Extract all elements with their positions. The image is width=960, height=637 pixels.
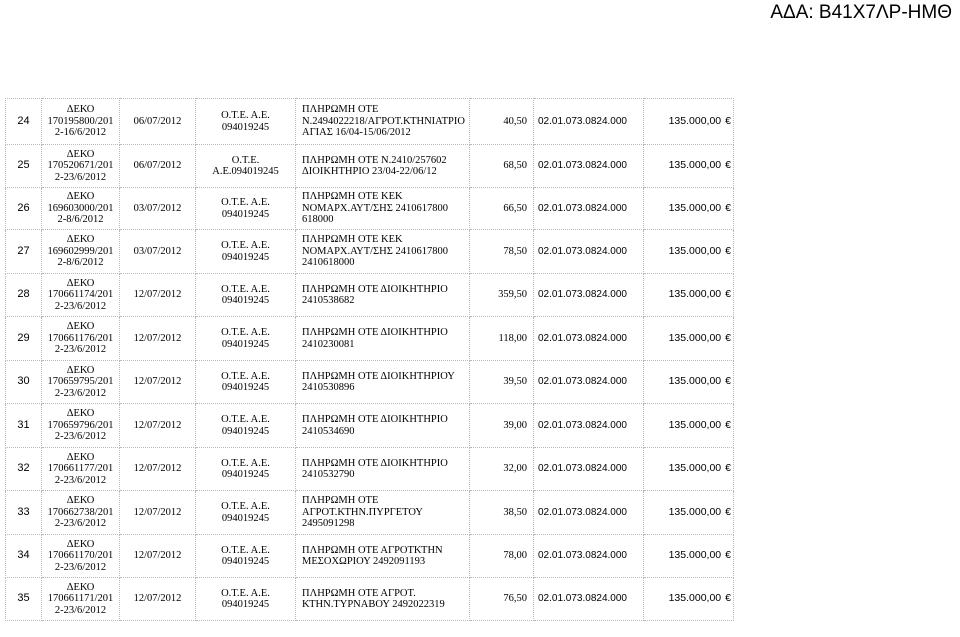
- total-value: 135.000,00: [668, 114, 722, 127]
- total-value: 135.000,00: [668, 592, 722, 605]
- budget-code-cell: [534, 448, 644, 491]
- date-value: 12/07/2012: [133, 332, 182, 344]
- reference-line: 2-23/6/2012: [54, 431, 107, 443]
- total-cell: [644, 317, 734, 361]
- amount-value: 38,50: [503, 506, 527, 518]
- description-cell: [296, 448, 470, 491]
- budget-code: 02.01.073.0824.000: [538, 115, 627, 127]
- description-line: ΠΛΗΡΩΜΗ ΟΤΕ ΔΙΟΙΚΗΤΗΡΙΟ: [302, 414, 448, 425]
- total-cell: [644, 404, 734, 448]
- payee-cell: [196, 448, 296, 491]
- description-line: ΠΛΗΡΩΜΗ ΟΤΕ ΑΓΡΟΤΚΤΗΝ: [302, 544, 443, 556]
- description-line: ΠΛΗΡΩΜΗ ΟΤΕ ΚΕΚ: [302, 191, 403, 203]
- table-row: [6, 145, 734, 188]
- euro-symbol: €: [725, 114, 731, 127]
- budget-code: 02.01.073.0824.000: [538, 332, 627, 344]
- amount-value: 118,00: [498, 332, 527, 344]
- reference-line: 170661176/201: [47, 332, 114, 344]
- euro-symbol: €: [725, 159, 731, 172]
- amount-cell: [470, 448, 534, 491]
- date-value: 12/07/2012: [133, 593, 182, 605]
- budget-code: 02.01.073.0824.000: [538, 593, 627, 605]
- description-line: ΠΛΗΡΩΜΗ ΟΤΕ ΔΙΟΙΚΗΤΗΡΙΟΥ: [302, 370, 455, 382]
- payee-line: Α.Ε.094019245: [212, 166, 279, 177]
- total-value: 135.000,00: [668, 418, 722, 431]
- payee-line: 094019245: [221, 599, 270, 610]
- reference-cell: [42, 274, 120, 317]
- amount-value: 359,50: [498, 289, 527, 301]
- description-line: ΚΤΗΝ.ΤΥΡΝΑΒΟΥ 2492022319: [302, 599, 445, 610]
- budget-code-cell: [534, 361, 644, 404]
- row-number: 26: [17, 201, 30, 214]
- payee-cell: [196, 230, 296, 274]
- table-row: [6, 535, 734, 578]
- amount-value: 78,50: [503, 245, 527, 257]
- reference-line: ΔΕΚΟ: [66, 581, 95, 593]
- amount-value: 32,00: [503, 463, 527, 475]
- amount-value: 40,50: [503, 115, 527, 127]
- payee-cell: [196, 404, 296, 448]
- reference-line: ΔΕΚΟ: [66, 277, 95, 289]
- reference-line: 170661174/201: [47, 289, 114, 301]
- reference-line: 169602999/201: [47, 245, 114, 257]
- row-number-cell: [6, 404, 42, 448]
- budget-code-cell: [534, 578, 644, 621]
- payee-line: 094019245: [221, 338, 270, 350]
- payee-line: 094019245: [221, 512, 270, 524]
- description-line: ΠΛΗΡΩΜΗ ΟΤΕ: [302, 495, 379, 507]
- description-cell: [296, 317, 470, 361]
- date-value: 12/07/2012: [133, 289, 182, 301]
- reference-cell: [42, 448, 120, 491]
- payee-line: Ο.Τ.Ε. Α.Ε.: [221, 457, 270, 469]
- euro-symbol: €: [725, 331, 731, 344]
- row-number-cell: [6, 361, 42, 404]
- table-row: [6, 99, 734, 145]
- amount-cell: [470, 230, 534, 274]
- row-number-cell: [6, 99, 42, 145]
- reference-line: 170661170/201: [47, 550, 114, 562]
- ada-code: ΑΔΑ: Β41Χ7ΛΡ-ΗΜΘ: [770, 2, 952, 23]
- date-cell: [120, 361, 196, 404]
- total-cell: [644, 230, 734, 274]
- reference-line: 2-23/6/2012: [54, 171, 107, 183]
- row-number: 28: [17, 288, 30, 301]
- amount-cell: [470, 404, 534, 448]
- budget-code: 02.01.073.0824.000: [538, 419, 627, 431]
- row-number: 34: [17, 549, 30, 562]
- reference-cell: [42, 361, 120, 404]
- payee-line: Ο.Τ.Ε. Α.Ε.: [221, 501, 270, 512]
- reference-line: 170661177/201: [47, 463, 114, 475]
- budget-code-cell: [534, 317, 644, 361]
- description-line: 2495091298: [302, 518, 355, 530]
- payee-cell: [196, 578, 296, 621]
- description-cell: [296, 404, 470, 448]
- row-number-cell: [6, 188, 42, 230]
- reference-line: 2-23/6/2012: [54, 604, 107, 616]
- description-line: ΜΕΣΟΧΩΡΙΟΥ 2492091193: [302, 556, 426, 567]
- reference-line: 170662738/201: [47, 506, 114, 518]
- budget-code: 02.01.073.0824.000: [538, 289, 627, 301]
- reference-line: 2-23/6/2012: [54, 518, 107, 530]
- total-cell: [644, 274, 734, 317]
- payee-cell: [196, 317, 296, 361]
- reference-cell: [42, 578, 120, 621]
- euro-symbol: €: [725, 462, 731, 475]
- row-number-cell: [6, 317, 42, 361]
- row-number: 30: [17, 375, 30, 388]
- date-value: 03/07/2012: [133, 245, 182, 257]
- row-number: 29: [17, 331, 30, 344]
- description-line: 2410618000: [302, 257, 355, 269]
- amount-cell: [470, 188, 534, 230]
- date-cell: [120, 145, 196, 188]
- reference-cell: [42, 317, 120, 361]
- table-row: [6, 274, 734, 317]
- payee-cell: [196, 188, 296, 230]
- description-line: Ν.2494022218/ΑΓΡΟΤ.ΚΤΗΝΙΑΤΡΙΟ: [302, 115, 465, 127]
- row-number: 27: [17, 244, 30, 257]
- total-cell: [644, 145, 734, 188]
- description-line: 2410230081: [302, 338, 355, 350]
- reference-line: ΔΕΚΟ: [66, 234, 95, 246]
- reference-line: 170659795/201: [47, 376, 114, 388]
- description-cell: [296, 145, 470, 188]
- payee-line: 094019245: [221, 251, 270, 263]
- amount-value: 66,50: [503, 202, 527, 214]
- payee-cell: [196, 99, 296, 145]
- euro-symbol: €: [725, 288, 731, 301]
- row-number-cell: [6, 145, 42, 188]
- euro-symbol: €: [725, 201, 731, 214]
- euro-symbol: €: [725, 375, 731, 388]
- reference-line: ΔΕΚΟ: [66, 451, 95, 463]
- description-line: ΠΛΗΡΩΜΗ ΟΤΕ ΚΕΚ: [302, 234, 403, 246]
- payee-cell: [196, 145, 296, 188]
- total-value: 135.000,00: [668, 505, 722, 518]
- amount-value: 68,50: [503, 160, 527, 172]
- budget-code: 02.01.073.0824.000: [538, 202, 627, 214]
- reference-line: ΔΕΚΟ: [66, 538, 95, 550]
- date-value: 12/07/2012: [133, 376, 182, 388]
- budget-code: 02.01.073.0824.000: [538, 376, 627, 388]
- reference-line: 2-23/6/2012: [54, 300, 107, 312]
- reference-cell: [42, 404, 120, 448]
- description-line: ΠΛΗΡΩΜΗ ΟΤΕ ΔΙΟΙΚΗΤΗΡΙΟ: [302, 283, 448, 295]
- amount-cell: [470, 535, 534, 578]
- payee-line: Ο.Τ.Ε. Α.Ε.: [221, 110, 270, 121]
- description-line: ΝΟΜΑΡΧ.ΑΥΤ/ΣΗΣ 2410617800: [302, 245, 448, 257]
- date-value: 12/07/2012: [133, 419, 182, 431]
- reference-line: 2-23/6/2012: [54, 474, 107, 486]
- reference-line: ΔΕΚΟ: [66, 495, 95, 507]
- description-cell: [296, 578, 470, 621]
- description-line: ΠΛΗΡΩΜΗ ΟΤΕ ΔΙΟΙΚΗΤΗΡΙΟ: [302, 457, 448, 469]
- reference-line: 2-23/6/2012: [54, 344, 107, 356]
- amount-cell: [470, 145, 534, 188]
- payments-table: [5, 98, 734, 621]
- budget-code: 02.01.073.0824.000: [538, 245, 627, 257]
- description-cell: [296, 491, 470, 535]
- description-cell: [296, 274, 470, 317]
- reference-line: ΔΕΚΟ: [66, 148, 95, 160]
- euro-symbol: €: [725, 592, 731, 605]
- description-line: 2410530896: [302, 382, 355, 393]
- date-cell: [120, 448, 196, 491]
- row-number-cell: [6, 448, 42, 491]
- payee-cell: [196, 491, 296, 535]
- reference-cell: [42, 535, 120, 578]
- payee-line: Ο.Τ.Ε. Α.Ε.: [221, 587, 270, 599]
- total-value: 135.000,00: [668, 159, 722, 172]
- total-cell: [644, 448, 734, 491]
- amount-cell: [470, 578, 534, 621]
- payee-cell: [196, 274, 296, 317]
- table-row: [6, 491, 734, 535]
- row-number-cell: [6, 491, 42, 535]
- table-body: [6, 99, 734, 621]
- amount-value: 39,50: [503, 376, 527, 388]
- budget-code: 02.01.073.0824.000: [538, 160, 627, 172]
- description-cell: [296, 99, 470, 145]
- total-value: 135.000,00: [668, 201, 722, 214]
- euro-symbol: €: [725, 505, 731, 518]
- payee-line: Ο.Τ.Ε. Α.Ε.: [221, 544, 270, 556]
- payee-line: 094019245: [221, 556, 270, 567]
- payee-cell: [196, 361, 296, 404]
- budget-code-cell: [534, 99, 644, 145]
- budget-code-cell: [534, 274, 644, 317]
- payee-line: 094019245: [221, 208, 270, 220]
- budget-code: 02.01.073.0824.000: [538, 463, 627, 475]
- reference-line: ΔΕΚΟ: [66, 408, 95, 420]
- date-cell: [120, 535, 196, 578]
- euro-symbol: €: [725, 244, 731, 257]
- description-cell: [296, 188, 470, 230]
- reference-cell: [42, 188, 120, 230]
- description-line: ΠΛΗΡΩΜΗ ΟΤΕ: [302, 104, 379, 116]
- row-number: 25: [17, 159, 30, 172]
- payee-line: 094019245: [221, 121, 270, 133]
- amount-cell: [470, 274, 534, 317]
- table-row: [6, 448, 734, 491]
- budget-code-cell: [534, 404, 644, 448]
- date-value: 12/07/2012: [133, 463, 182, 475]
- total-value: 135.000,00: [668, 375, 722, 388]
- description-line: 2410534690: [302, 425, 355, 437]
- date-cell: [120, 578, 196, 621]
- reference-line: ΔΕΚΟ: [66, 104, 95, 116]
- description-line: ΠΛΗΡΩΜΗ ΟΤΕ Ν.2410/257602: [302, 154, 447, 166]
- date-cell: [120, 491, 196, 535]
- reference-line: 2-8/6/2012: [57, 214, 104, 226]
- reference-cell: [42, 491, 120, 535]
- row-number-cell: [6, 230, 42, 274]
- amount-cell: [470, 361, 534, 404]
- amount-cell: [470, 317, 534, 361]
- reference-line: 2-8/6/2012: [57, 257, 104, 269]
- description-line: 2410532790: [302, 469, 355, 480]
- row-number-cell: [6, 274, 42, 317]
- total-value: 135.000,00: [668, 549, 722, 562]
- date-value: 06/07/2012: [133, 115, 182, 127]
- total-value: 135.000,00: [668, 462, 722, 475]
- description-cell: [296, 361, 470, 404]
- amount-value: 76,50: [503, 593, 527, 605]
- payee-line: 094019245: [221, 295, 270, 306]
- reference-line: 2-23/6/2012: [54, 387, 107, 399]
- table-row: [6, 404, 734, 448]
- date-cell: [120, 99, 196, 145]
- date-value: 12/07/2012: [133, 506, 182, 518]
- row-number: 35: [17, 592, 30, 605]
- payee-line: Ο.Τ.Ε. Α.Ε.: [221, 197, 270, 208]
- reference-line: 2-23/6/2012: [54, 561, 107, 573]
- payee-line: 094019245: [221, 425, 270, 437]
- payee-line: Ο.Τ.Ε. Α.Ε.: [221, 240, 270, 251]
- date-cell: [120, 230, 196, 274]
- reference-line: 169603000/201: [47, 202, 114, 214]
- description-line: ΑΓΙΑΣ 16/04-15/06/2012: [302, 127, 411, 139]
- payee-line: 094019245: [221, 382, 270, 393]
- amount-value: 78,00: [503, 550, 527, 562]
- payee-line: Ο.Τ.Ε. Α.Ε.: [221, 283, 270, 295]
- budget-code: 02.01.073.0824.000: [538, 550, 627, 562]
- table-row: [6, 188, 734, 230]
- budget-code-cell: [534, 230, 644, 274]
- description-line: ΔΙΟΙΚΗΤΗΡΙΟ 23/04-22/06/12: [302, 166, 437, 177]
- date-cell: [120, 188, 196, 230]
- reference-cell: [42, 230, 120, 274]
- amount-cell: [470, 491, 534, 535]
- total-cell: [644, 188, 734, 230]
- total-value: 135.000,00: [668, 244, 722, 257]
- reference-line: 170195800/201: [47, 115, 114, 127]
- description-line: ΑΓΡΟΤ.ΚΤΗΝ.ΠΥΡΓΕΤΟΥ: [302, 506, 424, 518]
- row-number-cell: [6, 535, 42, 578]
- reference-line: 170520671/201: [47, 160, 114, 172]
- reference-line: ΔΕΚΟ: [66, 364, 95, 376]
- table-row: [6, 230, 734, 274]
- description-line: 618000: [302, 214, 334, 226]
- reference-cell: [42, 145, 120, 188]
- description-line: ΠΛΗΡΩΜΗ ΟΤΕ ΔΙΟΙΚΗΤΗΡΙΟ: [302, 327, 448, 338]
- payee-cell: [196, 535, 296, 578]
- payee-line: Ο.Τ.Ε. Α.Ε.: [221, 370, 270, 382]
- euro-symbol: €: [725, 418, 731, 431]
- payee-line: 094019245: [221, 469, 270, 480]
- description-line: 2410538682: [302, 295, 355, 306]
- budget-code-cell: [534, 535, 644, 578]
- budget-code-cell: [534, 188, 644, 230]
- budget-code-cell: [534, 145, 644, 188]
- total-cell: [644, 491, 734, 535]
- total-cell: [644, 99, 734, 145]
- row-number-cell: [6, 578, 42, 621]
- row-number: 31: [17, 418, 30, 431]
- reference-line: 170661171/201: [47, 593, 114, 605]
- row-number: 32: [17, 462, 30, 475]
- amount-cell: [470, 99, 534, 145]
- payee-line: Ο.Τ.Ε.: [231, 154, 260, 166]
- euro-symbol: €: [725, 549, 731, 562]
- reference-line: 2-16/6/2012: [54, 127, 107, 139]
- date-cell: [120, 317, 196, 361]
- table-row: [6, 578, 734, 621]
- total-value: 135.000,00: [668, 331, 722, 344]
- amount-value: 39,00: [503, 419, 527, 431]
- payee-line: Ο.Τ.Ε. Α.Ε.: [221, 327, 270, 338]
- reference-cell: [42, 99, 120, 145]
- date-value: 12/07/2012: [133, 550, 182, 562]
- budget-code: 02.01.073.0824.000: [538, 506, 627, 518]
- date-value: 03/07/2012: [133, 202, 182, 214]
- date-value: 06/07/2012: [133, 160, 182, 172]
- budget-code-cell: [534, 491, 644, 535]
- reference-line: ΔΕΚΟ: [66, 191, 95, 203]
- payee-line: Ο.Τ.Ε. Α.Ε.: [221, 414, 270, 425]
- total-cell: [644, 535, 734, 578]
- date-cell: [120, 404, 196, 448]
- row-number: 33: [17, 505, 30, 518]
- reference-line: ΔΕΚΟ: [66, 321, 95, 333]
- table-row: [6, 317, 734, 361]
- table-row: [6, 361, 734, 404]
- reference-line: 170659796/201: [47, 419, 114, 431]
- total-value: 135.000,00: [668, 288, 722, 301]
- total-cell: [644, 361, 734, 404]
- total-cell: [644, 578, 734, 621]
- description-line: ΠΛΗΡΩΜΗ ΟΤΕ ΑΓΡΟΤ.: [302, 587, 416, 599]
- row-number: 24: [17, 114, 30, 127]
- description-cell: [296, 230, 470, 274]
- description-line: ΝΟΜΑΡΧ.ΑΥΤ/ΣΗΣ 2410617800: [302, 202, 448, 214]
- description-cell: [296, 535, 470, 578]
- date-cell: [120, 274, 196, 317]
